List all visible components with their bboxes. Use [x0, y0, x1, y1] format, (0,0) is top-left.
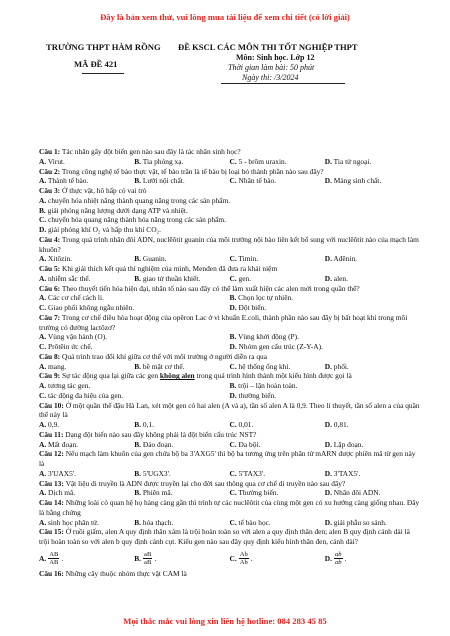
answer-option[interactable] — [325, 488, 420, 498]
option-letter: A. — [39, 176, 47, 186]
genotype-fraction — [48, 551, 59, 567]
question-stem — [39, 449, 420, 469]
option-text: Nhân tế bào. — [238, 176, 277, 186]
option-text: chuyển hóa nhiệt năng thành quang năng trong các sản phẩm. — [48, 195, 231, 205]
option-text: giải phóng năng lượng dưới dạng ATP và nhiệt. — [47, 205, 188, 215]
answer-option[interactable] — [39, 469, 134, 479]
option-text: 3'UAX5'. — [48, 468, 76, 478]
option-text: nhiễm sắc thể. — [48, 273, 91, 283]
option-letter: A. — [39, 273, 47, 283]
question-10 — [39, 401, 420, 430]
school-name: TRƯỜNG THPT HÀM RỒNG — [46, 42, 161, 52]
question-stem — [39, 352, 420, 362]
question-14 — [39, 498, 420, 527]
answer-option[interactable] — [134, 420, 229, 430]
option-letter: B. — [134, 176, 142, 186]
option-text: giao tử thuần khiết. — [142, 273, 201, 283]
option-letter: D. — [39, 225, 47, 234]
option-text: hệ thống ống khí. — [238, 361, 291, 371]
answer-option[interactable] — [39, 342, 230, 352]
option-letter: B. — [134, 488, 142, 498]
option-letter: D. — [229, 342, 237, 351]
exam-code: MÃ ĐỀ 421 — [74, 59, 118, 69]
option-text: Vùng vận hành (O). — [47, 332, 108, 342]
question-text: Tác nhân gây đột biến gen nào sau đây là tác nhân sinh học? — [61, 147, 241, 156]
question-8 — [39, 352, 420, 372]
genotype-top: ab — [334, 550, 342, 558]
answer-option[interactable] — [230, 293, 421, 303]
option-letter: D. — [324, 517, 332, 527]
option-letter: B. — [134, 254, 142, 264]
option-letter: D. — [324, 176, 332, 186]
option-text: Đột biến. — [238, 303, 267, 312]
question-stem — [39, 527, 420, 547]
genotype-top: Ab — [239, 550, 248, 558]
question-text: Theo thuyết tiến hóa hiện đại, nhân tố nào sau đây có thể làm xuất hiện các alen mới trong quần thể? — [61, 283, 360, 293]
option-letter: C. — [229, 176, 237, 186]
option-text: 5'TAX3'. — [238, 468, 266, 478]
option-text: phổi. — [333, 361, 349, 371]
option-text: Màng sinh chất. — [333, 176, 382, 186]
option-text: hóa thạch. — [142, 517, 174, 527]
genotype-fraction — [334, 551, 343, 567]
option-letter: B. — [134, 553, 142, 563]
option-letter: C. — [229, 156, 237, 166]
answer-option[interactable] — [230, 469, 325, 479]
option-text: Virut. — [47, 156, 65, 166]
answer-options — [39, 254, 420, 264]
option-letter: C. — [39, 303, 47, 312]
option-letter: A. — [39, 332, 47, 342]
question-number: Câu 15: — [39, 527, 64, 537]
option-letter: D. — [324, 273, 332, 283]
question-stem — [39, 167, 420, 177]
option-text: Phiên mã. — [142, 488, 173, 498]
option-letter: A. — [39, 420, 47, 429]
option-text: Giao phối không ngẫu nhiên. — [48, 303, 135, 312]
answer-options — [39, 381, 420, 401]
option-text: Các cơ chế cách li. — [48, 293, 104, 303]
answer-option[interactable] — [325, 440, 420, 450]
genotype-bottom: AB — [49, 559, 59, 567]
option-text: Dịch mã. — [48, 488, 76, 498]
option-letter: C. — [39, 342, 47, 351]
answer-option[interactable] — [39, 215, 420, 225]
option-letter: A. — [39, 488, 47, 498]
answer-options — [39, 440, 420, 450]
option-letter: B. — [134, 468, 142, 478]
option-letter: A. — [39, 381, 47, 390]
question-number: Câu 4: — [39, 234, 61, 244]
question-12 — [39, 449, 420, 478]
answer-option[interactable] — [39, 488, 134, 498]
option-letter: D. — [229, 303, 237, 312]
answer-option[interactable] — [230, 176, 325, 186]
answer-options — [39, 293, 420, 313]
question-9 — [39, 371, 420, 400]
option-text: 5 - brôm uraxin. — [238, 156, 287, 166]
option-text: Ađênin. — [333, 254, 357, 264]
answer-options — [39, 196, 420, 235]
answer-option[interactable] — [230, 332, 421, 342]
option-letter: A. — [39, 254, 47, 264]
question-text: Trong quá trình nhân đôi ADN, nuclêôtit guanin của môi trường nội bào liên kết bổ sung với nuclêôtit nào của mạch làm khuôn? — [39, 234, 419, 254]
option-letter: B. — [39, 205, 46, 215]
genotype-fraction — [239, 551, 249, 567]
question-number: Câu 1: — [39, 147, 61, 156]
option-text: 0,81. — [333, 420, 349, 429]
question-number: Câu 3: — [39, 186, 61, 195]
option-letter: D. — [229, 390, 237, 400]
option-text: Lặp đoạn. — [333, 439, 364, 449]
answer-option[interactable] — [39, 293, 230, 303]
exam-title: ĐỀ KSCL CÁC MÔN THI TỐT NGHIỆP THPT — [178, 42, 358, 52]
bottom-banner: Mọi thắc mắc vui lòng xin liên hệ hotline: 084 283 45 85 — [123, 616, 327, 626]
option-text: tương tác gen. — [48, 381, 91, 390]
option-letter: D. — [324, 254, 332, 264]
option-letter: B. — [134, 420, 142, 429]
answer-option[interactable] — [134, 274, 229, 284]
option-text: trội – lặn hoàn toàn. — [238, 381, 298, 390]
answer-option[interactable] — [325, 254, 420, 264]
question-stem — [39, 284, 420, 294]
option-text: giải phóng khí O₂ và hấp thu khí CO₂. — [48, 225, 161, 234]
question-stem — [39, 147, 420, 157]
subject-line: Môn: Sinh học. Lớp 12 — [236, 53, 315, 62]
question-text: Vật liệu di truyền là ADN được truyền lại cho đời sau thông qua cơ chế di truyền nào sau đây? — [65, 478, 346, 488]
option-text: Thành tế bào. — [47, 176, 89, 186]
question-4 — [39, 235, 420, 264]
answer-option[interactable] — [230, 440, 325, 450]
answer-option[interactable] — [325, 176, 420, 186]
option-letter: D. — [324, 553, 332, 563]
question-text: Khi giải thích kết quả thí nghiệm của mình, Menđen đã đưa ra khái niệm — [62, 264, 278, 273]
answer-option[interactable] — [134, 440, 229, 450]
answer-option[interactable] — [39, 518, 134, 528]
answer-option[interactable] — [39, 303, 230, 313]
answer-option[interactable] — [39, 420, 134, 430]
answer-options — [39, 157, 420, 167]
option-letter: D. — [324, 488, 332, 498]
answer-option[interactable] — [325, 362, 420, 372]
option-text: Đa bội. — [238, 439, 261, 449]
question-13 — [39, 479, 420, 499]
option-text: Mất đoạn. — [48, 439, 79, 449]
question-16 — [39, 569, 420, 579]
option-letter: C. — [39, 390, 47, 400]
option-text: Thường biến. — [238, 488, 279, 498]
question-stem — [39, 401, 420, 421]
question-number: Câu 2: — [39, 166, 61, 176]
answer-option[interactable] — [325, 518, 420, 528]
question-number: Câu 8: — [39, 351, 61, 361]
question-number: Câu 12: — [39, 449, 64, 459]
option-text: alen. — [333, 273, 348, 283]
option-letter: C. — [229, 488, 237, 498]
top-banner: Đây là bản xem thử, vui lòng mua tài liệu để xem chi tiết (có lời giải) — [100, 12, 350, 22]
answer-option[interactable] — [134, 157, 229, 167]
option-text: Nhóm gen cấu trúc (Z-Y-A). — [238, 342, 323, 351]
answer-options — [39, 332, 420, 352]
question-stem — [39, 313, 420, 333]
question-3 — [39, 186, 420, 235]
answer-option[interactable] — [134, 254, 229, 264]
question-list — [39, 147, 420, 579]
option-text: Lưới nội chất. — [142, 176, 185, 186]
answer-option[interactable] — [134, 469, 229, 479]
question-5 — [39, 264, 420, 284]
option-letter: C. — [229, 420, 237, 429]
option-letter: D. — [324, 156, 332, 166]
question-text: trong quá trình hình thành một kiểu hình được gọi là — [194, 371, 352, 381]
option-letter: C. — [229, 273, 237, 283]
answer-option[interactable] — [325, 157, 420, 167]
answer-option[interactable]: C. $\frac{Ab}{Ab}$ . — [229, 550, 253, 567]
option-letter: B. — [134, 439, 142, 449]
question-stem — [39, 569, 420, 579]
option-letter: B. — [229, 381, 237, 390]
answer-option[interactable] — [230, 274, 325, 284]
option-letter: D. — [324, 468, 332, 478]
answer-options — [39, 420, 420, 430]
question-number: Câu 16: — [39, 568, 64, 578]
answer-option[interactable] — [134, 518, 229, 528]
genotype-bottom: aB — [144, 559, 152, 567]
option-text: Tia phóng xạ. — [142, 156, 184, 166]
option-letter: A. — [39, 517, 47, 527]
answer-option[interactable] — [39, 157, 134, 167]
answer-options — [39, 549, 420, 569]
question-text: Dạng đột biến nào sau đây không phải là đột biến cấu trúc NST? — [65, 429, 257, 439]
answer-option[interactable] — [134, 488, 229, 498]
option-letter: C. — [229, 361, 237, 371]
option-letter: B. — [134, 156, 142, 166]
option-text: sinh học phân tử. — [48, 517, 99, 527]
answer-options — [39, 362, 420, 372]
option-text: Prôtêin ức chế. — [48, 342, 93, 351]
answer-option[interactable] — [230, 362, 325, 372]
question-text: Ở một quần thể đậu Hà Lan, xét một gen có hai alen (A và a), tần số alen A là 0,9. Theo lí thuyết, tần số alen a của quần thể này là — [39, 400, 420, 420]
option-letter: C. — [229, 553, 237, 563]
option-letter: B. — [229, 293, 237, 303]
option-text: 0,01. — [238, 420, 254, 429]
answer-option[interactable] — [230, 391, 421, 401]
question-stem — [39, 264, 420, 274]
option-text: 3'TAX5'. — [333, 468, 361, 478]
option-letter: C. — [229, 517, 237, 527]
option-text: gen. — [238, 273, 252, 283]
option-text: tế bào học. — [238, 517, 271, 527]
answer-options — [39, 176, 420, 186]
question-1 — [39, 147, 420, 167]
answer-option[interactable] — [39, 176, 134, 186]
option-letter: A. — [39, 439, 47, 449]
question-7 — [39, 313, 420, 352]
answer-option[interactable] — [230, 157, 325, 167]
question-number: Câu 10: — [39, 400, 64, 410]
answer-option[interactable] — [39, 274, 134, 284]
option-text: Chọn lọc tự nhiên. — [238, 293, 294, 303]
answer-option[interactable] — [230, 254, 325, 264]
duration-line: Thời gian làm bài: 50 phút — [228, 63, 315, 72]
option-text: tác động đa hiệu của gen. — [48, 390, 124, 400]
option-text: Guanin. — [142, 254, 167, 264]
option-text: mang. — [48, 361, 67, 371]
option-text: Tia tử ngoại. — [333, 156, 372, 166]
genotype-top: AB — [49, 550, 59, 558]
answer-option[interactable] — [39, 391, 230, 401]
option-text: Timin. — [238, 254, 259, 264]
option-letter: A. — [39, 361, 47, 371]
option-letter: A. — [39, 156, 47, 166]
question-11 — [39, 430, 420, 450]
option-letter: A. — [39, 553, 47, 563]
option-letter: B. — [229, 332, 237, 342]
genotype-bottom: Ab — [239, 559, 248, 567]
option-letter: C. — [229, 254, 237, 264]
option-letter: A. — [39, 195, 47, 205]
question-number: Câu 7: — [39, 312, 61, 322]
answer-option[interactable] — [325, 420, 420, 430]
answer-option[interactable] — [39, 332, 230, 342]
question-stem — [39, 371, 420, 381]
answer-option[interactable] — [39, 362, 134, 372]
option-letter: B. — [134, 517, 142, 527]
answer-option[interactable]: A. $\frac{AB}{AB}$ . — [39, 550, 64, 567]
exam-date: Ngày thi: /3/2024 — [242, 73, 299, 82]
question-text-emphasis: không alen — [159, 371, 195, 381]
answer-option[interactable] — [39, 206, 420, 216]
answer-option[interactable] — [134, 176, 229, 186]
option-letter: C. — [229, 439, 237, 449]
question-number: Câu 9: — [39, 371, 61, 381]
question-stem — [39, 186, 420, 196]
option-letter: D. — [324, 361, 332, 371]
answer-option[interactable] — [230, 342, 421, 352]
option-letter: D. — [324, 439, 332, 449]
header-divider-left — [82, 73, 124, 74]
question-15 — [39, 527, 420, 569]
answer-option[interactable]: B. $\frac{aB}{aB}$ . — [134, 550, 157, 567]
answer-option[interactable] — [230, 381, 421, 391]
genotype-bottom: ab — [334, 559, 342, 567]
option-letter: B. — [134, 361, 142, 371]
question-number: Câu 13: — [39, 478, 64, 488]
answer-option[interactable] — [325, 469, 420, 479]
question-text: Những loài có quan hệ họ hàng càng gần thì trình tự các nuclêôtit của cùng một gen có xu hướng càng giống nhau. Đây là bằng chứng — [39, 498, 420, 517]
option-text: Xitôzin. — [48, 254, 73, 264]
option-text: 0,1. — [142, 420, 154, 429]
option-letter: B. — [134, 273, 142, 283]
answer-options — [39, 518, 420, 528]
option-text: chuyển hóa quang năng thành hóa năng trong các sản phẩm. — [48, 215, 226, 225]
question-2 — [39, 167, 420, 187]
option-text: giải phẫu so sánh. — [333, 517, 387, 527]
question-text: Trong cơ chế điều hòa hoạt động của opêron Lac ở vi khuẩn E.coli, thành phần nào sau đây bị bất hoạt khi trong môi trường có đường lactôzơ? — [39, 312, 408, 332]
question-number: Câu 6: — [39, 283, 61, 293]
question-6 — [39, 284, 420, 313]
option-text: 0,9. — [48, 420, 60, 429]
answer-option[interactable] — [134, 362, 229, 372]
answer-option[interactable] — [230, 518, 325, 528]
question-stem — [39, 430, 420, 440]
question-stem — [39, 235, 420, 255]
option-text: Đảo đoạn. — [142, 439, 174, 449]
question-text: Những cây thuộc nhóm thực vật CAM là — [65, 568, 187, 578]
question-text: Trong công nghệ tế bào thực vật, tế bào trần là tế bào bị loại bỏ thành phần nào sau đây? — [61, 166, 324, 176]
question-stem — [39, 479, 420, 489]
answer-option[interactable] — [39, 440, 134, 450]
question-text: Quá trình trao đổi khí giữa cơ thể với môi trường ở người diễn ra qua — [62, 351, 268, 361]
answer-option[interactable] — [230, 488, 325, 498]
option-letter: A. — [39, 468, 47, 478]
question-text: Ở ruồi giấm, alen A quy định thân xám là trội hoàn toàn so với alen a quy định thân đen; alen B quy định cánh dài là trội hoàn toàn so với alen b quy định cánh cụt. Kiểu gen nào sau đây quy định kiểu hình thân đen, cánh dài? — [39, 527, 410, 546]
option-text: thường biến. — [238, 390, 277, 400]
genotype-top: aB — [144, 550, 152, 558]
header-divider-right — [221, 83, 345, 84]
option-letter: A. — [39, 293, 47, 303]
answer-option[interactable]: D. $\frac{ab}{ab}$ . — [324, 550, 347, 567]
answer-option[interactable] — [39, 254, 134, 264]
option-letter: D. — [324, 420, 332, 429]
option-text: 5'UGX3'. — [142, 468, 171, 478]
answer-option[interactable] — [325, 274, 420, 284]
question-text: Nếu mạch làm khuôn của gen chứa bộ ba 3'AXG5' thì bộ ba tương ứng trên phân tử mARN được phiên mã từ gen này là — [39, 449, 416, 468]
option-text: bề mặt cơ thể. — [142, 361, 185, 371]
answer-options — [39, 469, 420, 479]
answer-option[interactable] — [230, 303, 421, 313]
answer-option[interactable] — [39, 381, 230, 391]
question-text: Sự tác động qua lại giữa các gen — [62, 371, 160, 381]
question-number: Câu 11: — [39, 429, 64, 439]
question-stem — [39, 498, 420, 518]
option-letter: C. — [39, 215, 47, 225]
answer-option[interactable] — [39, 196, 420, 206]
question-number: Câu 14: — [39, 498, 64, 507]
question-text: Ở thực vật, hô hấp có vai trò — [62, 186, 147, 195]
answer-option[interactable] — [230, 420, 325, 430]
answer-options — [39, 488, 420, 498]
option-text: Nhân đôi ADN. — [333, 488, 381, 498]
option-text: Vùng khởi động (P). — [238, 332, 299, 342]
genotype-fraction — [143, 551, 152, 567]
answer-options — [39, 274, 420, 284]
answer-option[interactable] — [39, 225, 420, 235]
question-number: Câu 5: — [39, 264, 61, 273]
option-letter: C. — [229, 468, 237, 478]
